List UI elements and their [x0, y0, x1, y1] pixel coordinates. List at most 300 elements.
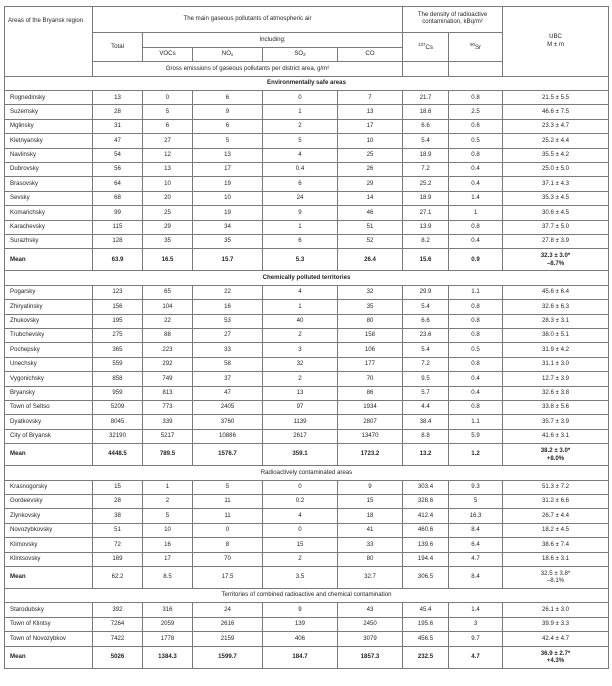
mean-ubc-value: 38.2 ± 3.0*: [540, 447, 571, 455]
table-row: [5, 119, 609, 133]
value-cell: 54: [93, 148, 143, 162]
value-cell: 32.6 ± 6.3: [503, 300, 609, 314]
value-cell: 123: [93, 285, 143, 299]
value-cell: 0: [263, 480, 338, 494]
value-cell: 13: [193, 148, 263, 162]
value-cell: 5: [263, 134, 338, 148]
table-header: [5, 7, 609, 77]
mean-value-cell: 4448.5: [93, 444, 143, 466]
mean-row: [5, 249, 609, 271]
value-cell: 19: [193, 206, 263, 220]
value-cell: 4.7: [449, 552, 503, 566]
value-cell: 51: [93, 523, 143, 537]
value-cell: 104: [143, 300, 193, 314]
mean-value-cell: 13.2: [403, 444, 449, 466]
area-name-cell: Karachevsky: [5, 220, 93, 234]
value-cell: 0.8: [449, 220, 503, 234]
section-title: Environmentally safe areas: [5, 76, 609, 91]
value-cell: 5.4: [403, 134, 449, 148]
value-cell: 9.3: [449, 480, 503, 494]
mean-ubc-change: –8.7%: [546, 259, 565, 267]
value-cell: 328.6: [403, 494, 449, 508]
mean-label: Mean: [5, 444, 93, 466]
value-cell: 31.9 ± 4.2: [503, 343, 609, 357]
pollution-table-container: [4, 6, 608, 669]
value-cell: 45.4: [403, 603, 449, 617]
value-cell: 0.5: [449, 134, 503, 148]
area-name-cell: Zlynkovsky: [5, 509, 93, 523]
area-name-cell: Sevsky: [5, 191, 93, 205]
area-name-cell: Pogarsky: [5, 285, 93, 299]
area-name-cell: Dyatkovsky: [5, 415, 93, 429]
value-cell: 43: [338, 603, 403, 617]
table-row: [5, 509, 609, 523]
value-cell: 23.3 ± 4.7: [503, 119, 609, 133]
value-cell: 26.7 ± 4.4: [503, 509, 609, 523]
value-cell: 0.8: [449, 314, 503, 328]
value-cell: 99: [93, 206, 143, 220]
mean-ubc-cell: [503, 566, 609, 588]
value-cell: 9: [338, 480, 403, 494]
mean-value-cell: 1723.2: [338, 444, 403, 466]
area-name-cell: Navlinsky: [5, 148, 93, 162]
pollution-table: [4, 6, 609, 669]
value-cell: 35: [143, 234, 193, 248]
value-cell: 177: [338, 357, 403, 371]
value-cell: 25.0 ± 5.0: [503, 162, 609, 176]
value-cell: 6: [193, 119, 263, 133]
value-cell: 29: [338, 177, 403, 191]
value-cell: 37.7 ± 5.0: [503, 220, 609, 234]
mean-value-cell: 3.5: [263, 566, 338, 588]
value-cell: 339: [143, 415, 193, 429]
value-cell: 80: [338, 314, 403, 328]
value-cell: 32: [338, 285, 403, 299]
mean-value-cell: 232.5: [403, 646, 449, 668]
value-cell: 10: [143, 523, 193, 537]
value-cell: 18.2 ± 4.5: [503, 523, 609, 537]
value-cell: 4: [263, 509, 338, 523]
section-header-row: [5, 271, 609, 286]
value-cell: 14: [338, 191, 403, 205]
mean-value-cell: 32.7: [338, 566, 403, 588]
table-row: [5, 523, 609, 537]
value-cell: 26.1 ± 3.0: [503, 603, 609, 617]
value-cell: 33.8 ± 5.6: [503, 400, 609, 414]
area-name-cell: Vygonichsky: [5, 372, 93, 386]
value-cell: 12: [143, 148, 193, 162]
area-name-cell: Mglinsky: [5, 119, 93, 133]
value-cell: 406: [263, 632, 338, 646]
value-cell: 6: [143, 119, 193, 133]
value-cell: 0: [263, 523, 338, 537]
mean-value-cell: 63.9: [93, 249, 143, 271]
value-cell: 27: [193, 328, 263, 342]
value-cell: 86: [338, 386, 403, 400]
value-cell: 156: [93, 300, 143, 314]
table-row: [5, 148, 609, 162]
value-cell: 139.6: [403, 538, 449, 552]
table-row: [5, 552, 609, 566]
mean-row: [5, 444, 609, 466]
table-row: [5, 494, 609, 508]
header-emissions: Gross emissions of gaseous pollutants per district area, g/m²: [93, 62, 403, 77]
value-cell: 41.6 ± 3.1: [503, 429, 609, 443]
value-cell: 22: [143, 314, 193, 328]
value-cell: 456.5: [403, 632, 449, 646]
value-cell: 33: [338, 538, 403, 552]
value-cell: 195: [93, 314, 143, 328]
value-cell: 0.4: [449, 162, 503, 176]
mean-value-cell: 1384.3: [143, 646, 193, 668]
value-cell: 18.9: [403, 191, 449, 205]
value-cell: 10: [338, 134, 403, 148]
value-cell: 5.7: [403, 386, 449, 400]
area-name-cell: Bryansky: [5, 386, 93, 400]
value-cell: 4: [263, 148, 338, 162]
value-cell: 46.6 ± 7.5: [503, 105, 609, 119]
mean-value-cell: 1599.7: [193, 646, 263, 668]
mean-ubc-change: +8.0%: [546, 454, 565, 462]
mean-value-cell: 789.5: [143, 444, 193, 466]
value-cell: 47: [93, 134, 143, 148]
value-cell: 30.6 ± 4.5: [503, 206, 609, 220]
value-cell: 13: [263, 386, 338, 400]
value-cell: 0.4: [449, 386, 503, 400]
table-row: [5, 206, 609, 220]
header-including: Including:: [143, 33, 403, 48]
value-cell: 25: [143, 206, 193, 220]
value-cell: 29.9: [403, 285, 449, 299]
mean-value-cell: 17.5: [193, 566, 263, 588]
header-ubc-unit: M ± m: [547, 41, 564, 49]
table-row: [5, 191, 609, 205]
value-cell: 0.6: [449, 119, 503, 133]
value-cell: 51.3 ± 7.2: [503, 480, 609, 494]
value-cell: 38: [93, 509, 143, 523]
table-row: [5, 632, 609, 646]
value-cell: 35: [193, 234, 263, 248]
value-cell: 18.9: [403, 148, 449, 162]
value-cell: 158: [338, 328, 403, 342]
value-cell: 16.3: [449, 509, 503, 523]
table-row: [5, 617, 609, 631]
value-cell: 275: [93, 328, 143, 342]
value-cell: 24: [263, 191, 338, 205]
header-sr: $^{90}$Sr: [449, 33, 503, 62]
value-cell: 0.8: [449, 400, 503, 414]
value-cell: 2059: [143, 617, 193, 631]
value-cell: 70: [193, 552, 263, 566]
value-cell: 42.4 ± 4.7: [503, 632, 609, 646]
value-cell: 1.4: [449, 603, 503, 617]
table-body: [5, 76, 609, 668]
mean-value-cell: 16.5: [143, 249, 193, 271]
value-cell: 15: [93, 480, 143, 494]
value-cell: 32: [263, 357, 338, 371]
value-cell: 1: [263, 300, 338, 314]
value-cell: 34: [193, 220, 263, 234]
value-cell: 26: [338, 162, 403, 176]
value-cell: 9.5: [403, 372, 449, 386]
value-cell: 25: [338, 148, 403, 162]
mean-ubc-value: 36.9 ± 2.7*: [540, 649, 571, 657]
value-cell: 858: [93, 372, 143, 386]
value-cell: 8: [193, 538, 263, 552]
value-cell: 27.8 ± 3.9: [503, 234, 609, 248]
value-cell: 35.5 ± 4.2: [503, 148, 609, 162]
value-cell: 13: [338, 105, 403, 119]
mean-value-cell: 8.4: [449, 566, 503, 588]
value-cell: 0: [263, 91, 338, 105]
table-row: [5, 328, 609, 342]
value-cell: 2: [263, 119, 338, 133]
value-cell: 33: [193, 343, 263, 357]
value-cell: 559: [93, 357, 143, 371]
section-header-row: [5, 466, 609, 481]
value-cell: 0.8: [449, 357, 503, 371]
header-areas: Areas of the Bryansk region: [5, 7, 93, 77]
value-cell: 28.3 ± 3.1: [503, 314, 609, 328]
value-cell: 2616: [193, 617, 263, 631]
value-cell: 32190: [93, 429, 143, 443]
value-cell: 38.0 ± 5.1: [503, 328, 609, 342]
value-cell: 37: [193, 372, 263, 386]
value-cell: 1.4: [449, 191, 503, 205]
value-cell: 4: [263, 285, 338, 299]
table-row: [5, 343, 609, 357]
value-cell: 4.4: [403, 400, 449, 414]
value-cell: 1139: [263, 415, 338, 429]
value-cell: 5209: [93, 400, 143, 414]
value-cell: 27.1: [403, 206, 449, 220]
mean-ubc-cell: [503, 444, 609, 466]
mean-value-cell: 62.2: [93, 566, 143, 588]
value-cell: 5: [143, 509, 193, 523]
value-cell: 1: [449, 206, 503, 220]
header-vocs: VOCs: [143, 47, 193, 62]
table-row: [5, 480, 609, 494]
value-cell: 13: [143, 162, 193, 176]
value-cell: 88: [143, 328, 193, 342]
value-cell: 52: [338, 234, 403, 248]
value-cell: 7: [338, 91, 403, 105]
value-cell: 292: [143, 357, 193, 371]
value-cell: 115: [93, 220, 143, 234]
value-cell: 749: [143, 372, 193, 386]
value-cell: 9.7: [449, 632, 503, 646]
value-cell: 20: [143, 191, 193, 205]
mean-label: Mean: [5, 566, 93, 588]
value-cell: 5.4: [403, 300, 449, 314]
value-cell: 41: [338, 523, 403, 537]
value-cell: 2: [263, 552, 338, 566]
value-cell: 46: [338, 206, 403, 220]
value-cell: 128: [93, 234, 143, 248]
value-cell: 773: [143, 400, 193, 414]
value-cell: 2159: [193, 632, 263, 646]
mean-value-cell: 5.3: [263, 249, 338, 271]
value-cell: 1: [263, 105, 338, 119]
table-row: [5, 134, 609, 148]
value-cell: 10: [143, 177, 193, 191]
value-cell: 17: [193, 162, 263, 176]
value-cell: 0.8: [449, 328, 503, 342]
value-cell: 8.4: [449, 523, 503, 537]
value-cell: 13: [93, 91, 143, 105]
value-cell: 3079: [338, 632, 403, 646]
value-cell: 31.1 ± 3.0: [503, 357, 609, 371]
value-cell: 2450: [338, 617, 403, 631]
area-name-cell: Town of Seltso: [5, 400, 93, 414]
area-name-cell: Zhukovsky: [5, 314, 93, 328]
value-cell: 2405: [193, 400, 263, 414]
value-cell: 51: [338, 220, 403, 234]
section-header-row: [5, 588, 609, 603]
value-cell: 31: [93, 119, 143, 133]
value-cell: 39.9 ± 3.3: [503, 617, 609, 631]
mean-ubc-change: +4.3%: [546, 657, 565, 665]
value-cell: 80: [338, 552, 403, 566]
value-cell: 139: [263, 617, 338, 631]
value-cell: 37.1 ± 4.3: [503, 177, 609, 191]
area-name-cell: Town of Klintsy: [5, 617, 93, 631]
value-cell: 223: [143, 343, 193, 357]
table-row: [5, 386, 609, 400]
mean-value-cell: 4.7: [449, 646, 503, 668]
mean-value-cell: 26.4: [338, 249, 403, 271]
value-cell: 0.4: [449, 372, 503, 386]
value-cell: 6: [263, 177, 338, 191]
value-cell: 6: [263, 234, 338, 248]
value-cell: 28: [93, 105, 143, 119]
value-cell: 0.2: [263, 494, 338, 508]
table-row: [5, 300, 609, 314]
mean-row: [5, 646, 609, 668]
value-cell: 1934: [338, 400, 403, 414]
value-cell: 15: [263, 538, 338, 552]
value-cell: 959: [93, 386, 143, 400]
value-cell: 58: [193, 357, 263, 371]
area-name-cell: Dubrovsky: [5, 162, 93, 176]
value-cell: 1.1: [449, 415, 503, 429]
area-name-cell: Brasovsky: [5, 177, 93, 191]
value-cell: 65: [143, 285, 193, 299]
mean-value-cell: 1857.3: [338, 646, 403, 668]
table-row: [5, 357, 609, 371]
value-cell: 392: [93, 603, 143, 617]
value-cell: 0.8: [449, 148, 503, 162]
value-cell: 2.5: [449, 105, 503, 119]
table-row: [5, 177, 609, 191]
mean-value-cell: 15.6: [403, 249, 449, 271]
section-title: Chemically polluted territories: [5, 271, 609, 286]
table-row: [5, 538, 609, 552]
header-co: CO: [338, 47, 403, 62]
area-name-cell: Starodubsky: [5, 603, 93, 617]
mean-value-cell: 1576.7: [193, 444, 263, 466]
value-cell: 9: [193, 105, 263, 119]
value-cell: 18.6 ± 3.1: [503, 552, 609, 566]
value-cell: 303.4: [403, 480, 449, 494]
value-cell: 0.4: [449, 234, 503, 248]
value-cell: 3: [449, 617, 503, 631]
value-cell: 5217: [143, 429, 193, 443]
mean-ubc-change: –8.1%: [546, 577, 565, 585]
header-density: The density of radioactive contamination, kBq/m²: [403, 7, 503, 33]
value-cell: 0.5: [449, 343, 503, 357]
value-cell: 1: [263, 220, 338, 234]
table-row: [5, 162, 609, 176]
value-cell: 31.2 ± 6.6: [503, 494, 609, 508]
value-cell: 21.5 ± 5.5: [503, 91, 609, 105]
value-cell: 9: [263, 603, 338, 617]
value-cell: 11: [193, 494, 263, 508]
value-cell: 460.6: [403, 523, 449, 537]
value-cell: 5: [193, 480, 263, 494]
value-cell: 27: [143, 134, 193, 148]
value-cell: 0.8: [449, 91, 503, 105]
value-cell: 12.7 ± 3.9: [503, 372, 609, 386]
value-cell: 412.4: [403, 509, 449, 523]
value-cell: 0.8: [449, 300, 503, 314]
header-ubc: [503, 7, 609, 77]
value-cell: 6.4: [449, 538, 503, 552]
value-cell: 28: [93, 494, 143, 508]
value-cell: 3: [263, 343, 338, 357]
value-cell: 25.2 ± 4.4: [503, 134, 609, 148]
header-cs: $^{137}$Cs: [403, 33, 449, 62]
value-cell: 106: [338, 343, 403, 357]
value-cell: 10886: [193, 429, 263, 443]
area-name-cell: Klimovsky: [5, 538, 93, 552]
value-cell: 6.6: [403, 119, 449, 133]
value-cell: 6.6: [403, 314, 449, 328]
area-name-cell: Komarichsky: [5, 206, 93, 220]
value-cell: 316: [143, 603, 193, 617]
value-cell: 15: [338, 494, 403, 508]
value-cell: 2: [143, 494, 193, 508]
value-cell: 25.2: [403, 177, 449, 191]
value-cell: 18: [338, 509, 403, 523]
value-cell: 3760: [193, 415, 263, 429]
mean-label: Mean: [5, 249, 93, 271]
header-total: Total: [93, 33, 143, 62]
mean-value-cell: 15.7: [193, 249, 263, 271]
table-row: [5, 429, 609, 443]
mean-value-cell: 184.7: [263, 646, 338, 668]
mean-value-cell: 0.9: [449, 249, 503, 271]
mean-label: Mean: [5, 646, 93, 668]
value-cell: 40: [263, 314, 338, 328]
table-row: [5, 415, 609, 429]
value-cell: 169: [93, 552, 143, 566]
table-row: [5, 234, 609, 248]
value-cell: 19: [193, 177, 263, 191]
table-row: [5, 314, 609, 328]
mean-ubc-cell: [503, 249, 609, 271]
value-cell: 35.3 ± 4.5: [503, 191, 609, 205]
value-cell: 195.6: [403, 617, 449, 631]
table-row: [5, 220, 609, 234]
value-cell: 45.6 ± 6.4: [503, 285, 609, 299]
value-cell: 70: [338, 372, 403, 386]
value-cell: 5.4: [403, 343, 449, 357]
value-cell: 35: [338, 300, 403, 314]
value-cell: 22: [193, 285, 263, 299]
value-cell: 1.1: [449, 285, 503, 299]
value-cell: 1778: [143, 632, 193, 646]
